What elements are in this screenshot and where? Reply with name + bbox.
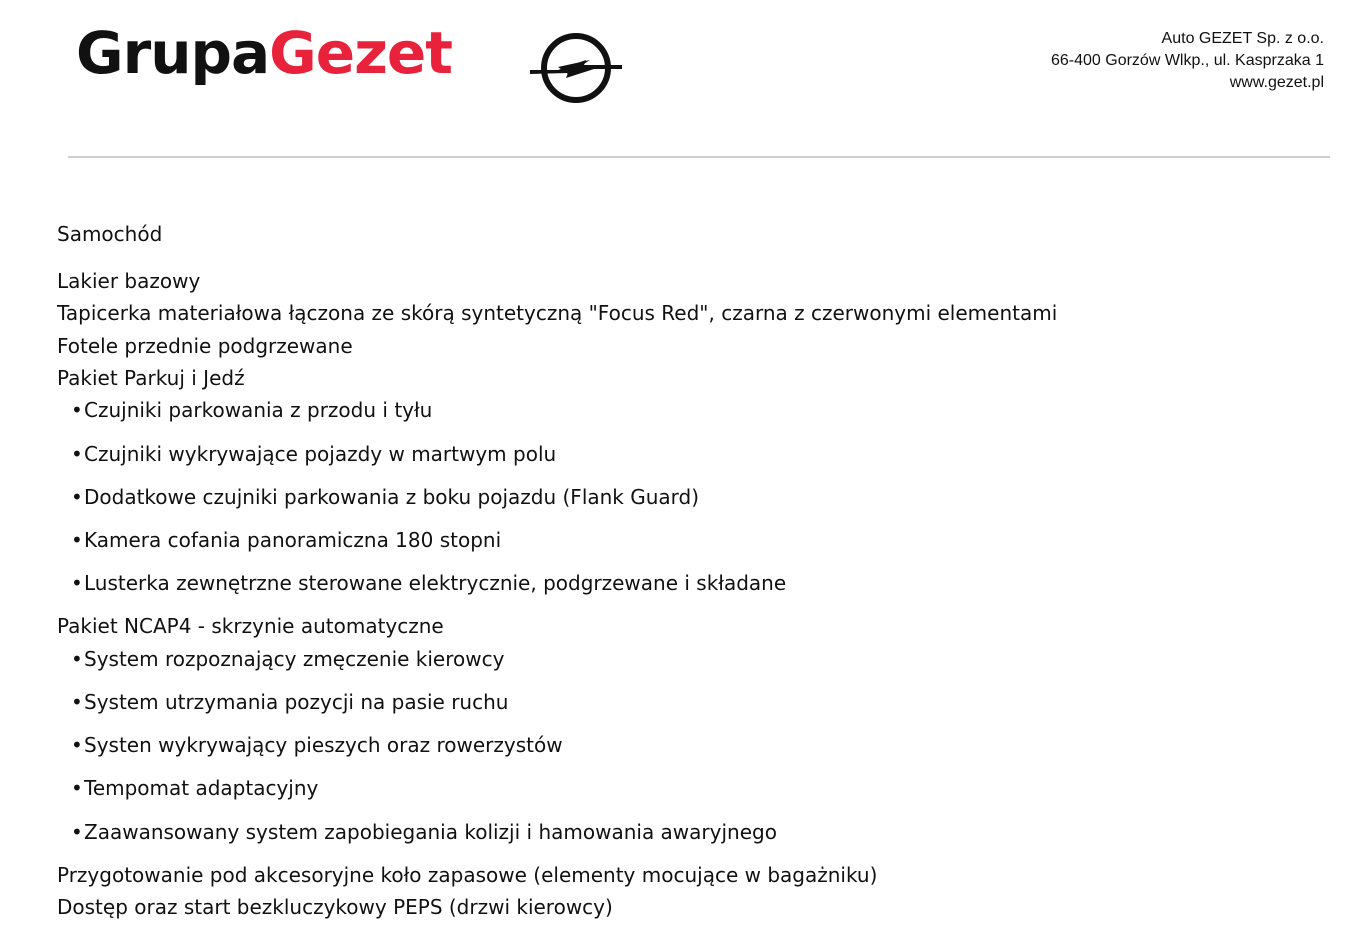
list-item-pakiet-parkuj: Pakiet Parkuj i Jedź [57, 366, 245, 390]
bullet-item [71, 733, 563, 757]
header-divider [68, 156, 1330, 158]
bullet-text: Dodatkowe czujniki parkowania z boku pojazdu (Flank Guard) [84, 485, 700, 509]
list-item-przygotowanie: Przygotowanie pod akcesoryjne koło zapasowe (elementy mocujące w bagażniku) [57, 863, 878, 887]
list-item-pakiet-ncap: Pakiet NCAP4 - skrzynie automatyczne [57, 614, 444, 638]
bullet-dot: • [71, 820, 83, 844]
bullet-dot: • [71, 647, 83, 671]
dealer-company-name: Auto GEZET Sp. z o.o. [1161, 30, 1324, 47]
list-item-fotele: Fotele przednie podgrzewane [57, 334, 353, 358]
bullet-text: Tempomat adaptacyjny [84, 776, 319, 800]
bullet-item [71, 776, 318, 800]
list-item-dostep: Dostęp oraz start bezkluczykowy PEPS (drzwi kierowcy) [57, 895, 613, 919]
bullet-dot: • [71, 733, 83, 757]
page-header [0, 0, 1372, 160]
dealer-address [1051, 28, 1324, 94]
bullet-dot: • [71, 485, 83, 509]
bullet-dot: • [71, 776, 83, 800]
bullet-text: Lusterka zewnętrzne sterowane elektrycznie, podgrzewane i składane [84, 571, 787, 595]
bullet-text: Zaawansowany system zapobiegania kolizji i hamowania awaryjnego [84, 820, 777, 844]
bullet-dot: • [71, 528, 83, 552]
dealer-website[interactable]: www.gezet.pl [1229, 74, 1324, 91]
section-title: Samochód [57, 222, 163, 246]
bullet-item [71, 690, 508, 714]
bullet-item [71, 820, 777, 844]
bullet-text: Czujniki wykrywające pojazdy w martwym polu [84, 442, 557, 466]
bullet-item [71, 571, 786, 595]
dealer-street-address: 66-400 Gorzów Wlkp., ul. Kasprzaka 1 [1050, 52, 1324, 69]
bullet-text: Kamera cofania panoramiczna 180 stopni [84, 528, 502, 552]
opel-lightning-icon [528, 30, 624, 106]
bullet-text: Systen wykrywający pieszych oraz rowerzystów [84, 733, 563, 757]
logo-gezet-text: Gezet [269, 19, 452, 87]
bullet-dot: • [71, 690, 83, 714]
bullet-item [71, 647, 504, 671]
bullet-text: System utrzymania pozycji na pasie ruchu [84, 690, 509, 714]
bullet-text: System rozpoznający zmęczenie kierowcy [84, 647, 505, 671]
bullet-dot: • [71, 571, 83, 595]
list-item-lakier: Lakier bazowy [57, 269, 201, 293]
grupa-gezet-logo [76, 19, 452, 87]
bullet-dot: • [71, 398, 83, 422]
logo-grupa-text: Grupa [76, 19, 270, 87]
bullet-item [71, 528, 501, 552]
bullet-dot: • [71, 442, 83, 466]
bullet-text: Czujniki parkowania z przodu i tyłu [84, 398, 433, 422]
bullet-item [71, 485, 699, 509]
list-item-tapicerka: Tapicerka materiałowa łączona ze skórą syntetyczną "Focus Red", czarna z czerwonymi elementami [57, 301, 1058, 325]
bullet-item [71, 398, 432, 422]
bullet-item [71, 442, 556, 466]
